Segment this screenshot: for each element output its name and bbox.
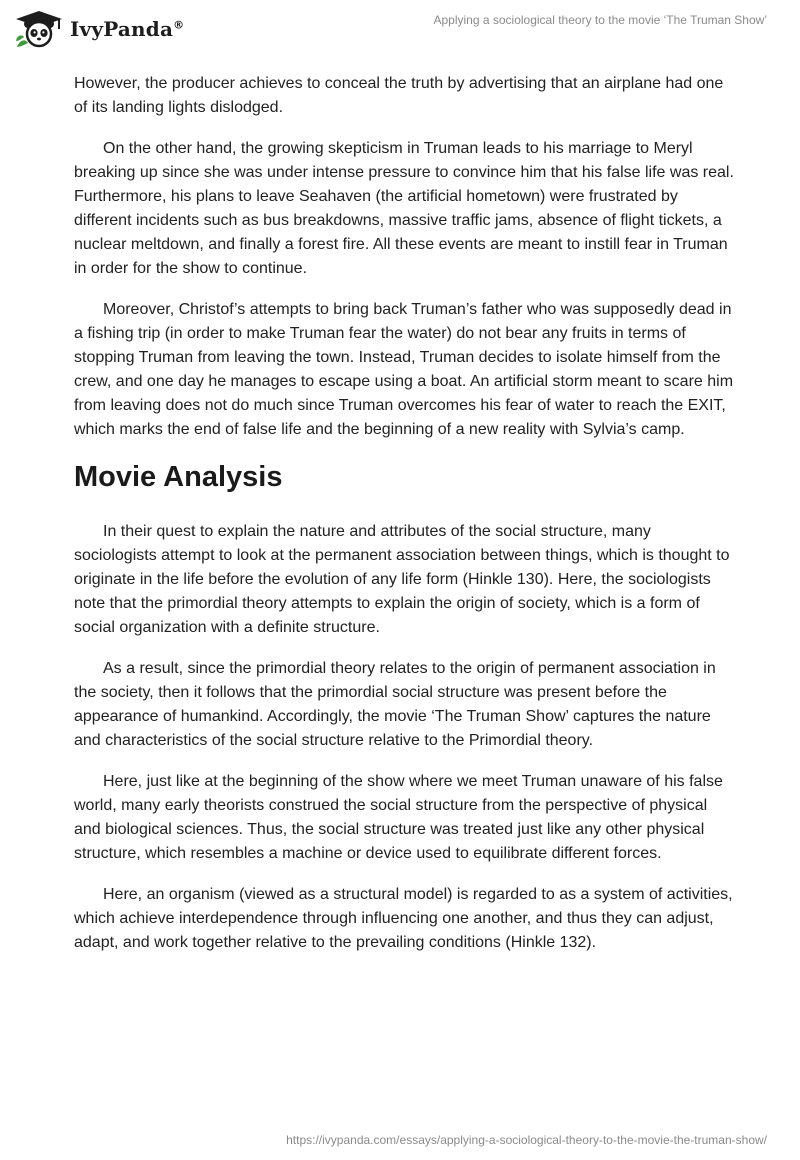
paragraph: In their quest to explain the nature and attributes of the social structure, many sociologists attempt to look at the permanent association between things, which is thought to originate in the life before the evolution of any life form (Hinkle 130). Here, the sociologists note that the primordial theory attempts to explain the origin of society, which is a form of social organization with a definite structure. — [74, 523, 730, 636]
section-heading: Movie Analysis — [74, 461, 283, 493]
paragraph: Moreover, Christof’s attempts to bring back Truman’s father who was supposedly dead in a fishing trip (in order to make Truman fear the water) do not bear any fruits in terms of stopping Truman from leaving the town. Instead, Truman decides to isolate himself from the crew, and one day he manages to escape using a boat. An artificial storm meant to scare him from leaving does not do much since Truman overcomes his fear of water to reach the EXIT, which marks the end of false life and the beginning of a new reality with Sylvia’s camp. — [74, 301, 734, 438]
essay-body — [74, 72, 734, 972]
paragraph: As a result, since the primordial theory relates to the origin of permanent association in the society, then it follows that the primordial social structure was present before the appearance of humankind. Accordingly, the movie ‘The Truman Show’ captures the nature and characteristics of the social structure relative to the Primordial theory. — [74, 660, 716, 749]
logo-wordmark: IvyPanda® — [70, 17, 185, 41]
ivypanda-logo[interactable] — [14, 9, 184, 49]
paragraph: Here, just like at the beginning of the show where we meet Truman unaware of his false world, many early theorists construed the social structure from the perspective of physical and biological sciences. Thus, the social structure was treated just like any other physical structure, which resembles a machine or device used to equilibrate different forces. — [74, 773, 723, 862]
paragraph: However, the producer achieves to conceal the truth by advertising that an airplane had one of its landing lights dislodged. — [74, 75, 724, 116]
panda-graduate-icon — [14, 9, 64, 49]
paragraph: Here, an organism (viewed as a structural model) is regarded to as a system of activities, which achieve interdependence through influencing one another, and thus they can adjust, adapt, and work together relative to the prevailing conditions (Hinkle 132). — [74, 886, 733, 951]
page-header — [0, 0, 800, 60]
document-title: Applying a sociological theory to the movie ‘The Truman Show’ — [433, 13, 767, 27]
paragraph: On the other hand, the growing skepticism in Truman leads to his marriage to Meryl breaking up since she was under intense pressure to convince him that his false life was real. Furthermore, his plans to leave Seahaven (the artificial hometown) were frustrated by different incidents such as bus breakdowns, massive traffic jams, absence of flight tickets, a nuclear meltdown, and finally a forest fire. All these events are meant to instill fear in Truman in order for the show to continue. — [74, 140, 734, 277]
source-url-link[interactable]: https://ivypanda.com/essays/applying-a-sociological-theory-to-the-movie-the-truman-show/ — [286, 1133, 767, 1147]
